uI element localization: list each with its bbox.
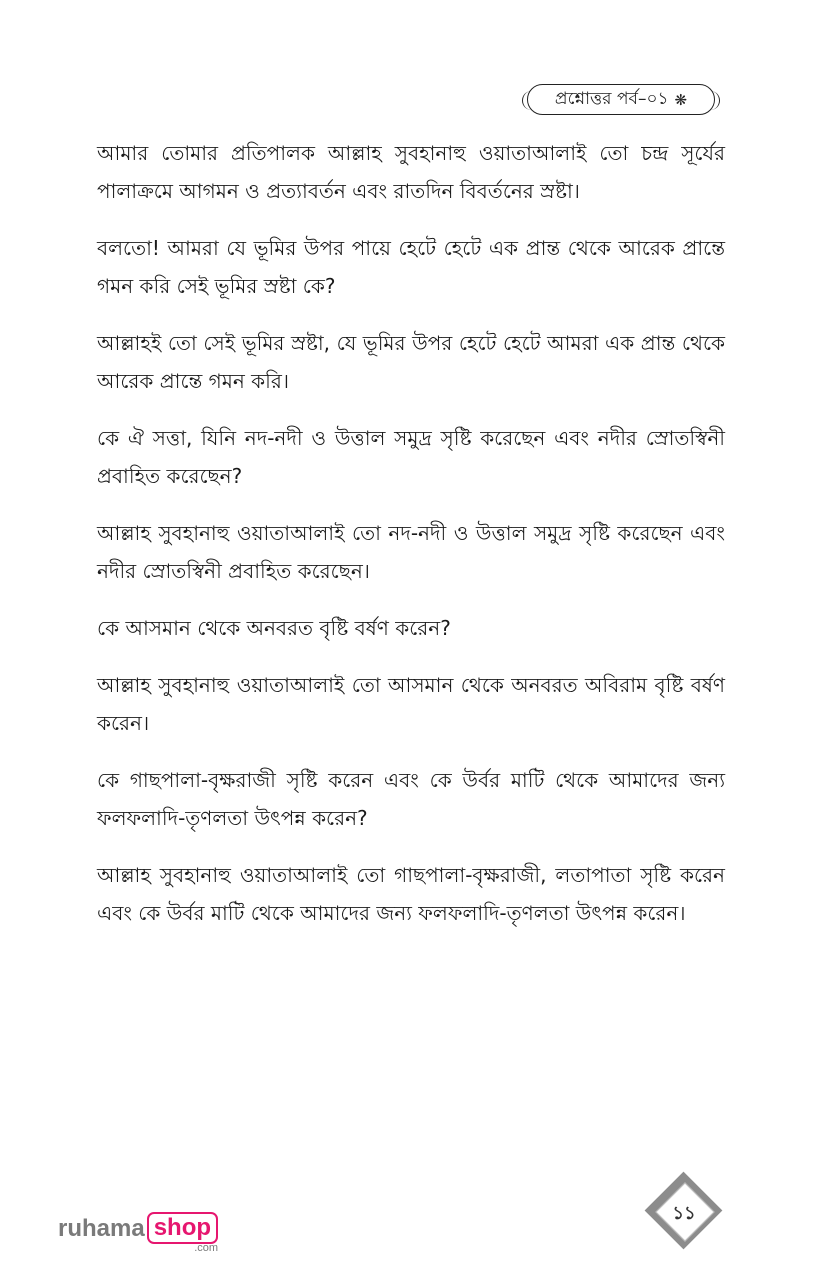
paragraph-4: কে ঐ সত্তা, যিনি নদ-নদী ও উত্তাল সমুদ্র সৃষ্টি করেছেন এবং নদীর স্রোতস্বিনী প্রবাহিত করেছেন? xyxy=(97,426,725,488)
asterisk-ornament-icon: ❋ xyxy=(674,90,688,109)
paragraph-8: কে গাছপালা-বৃক্ষরাজী সৃষ্টি করেন এবং কে উর্বর মাটি থেকে আমাদের জন্য ফলফলাদি-তৃণলতা উৎপন্ন করেন? xyxy=(97,768,725,830)
watermark-shop-box xyxy=(147,1212,219,1254)
paragraph-5: আল্লাহ সুবহানাহু ওয়াতাআলাই তো নদ-নদী ও উত্তাল সমুদ্র সৃষ্টি করেছেন এবং নদীর স্রোতস্বিনী প্রবাহিত করেছেন। xyxy=(97,521,725,583)
paragraph-7: আল্লাহ সুবহানাহু ওয়াতাআলাই তো আসমান থেকে অনবরত অবিরাম বৃষ্টি বর্ষণ করেন। xyxy=(97,673,725,735)
page-number: ১১ xyxy=(672,1203,696,1224)
chapter-header-label: প্রশ্নোত্তর পর্ব–০১ xyxy=(554,88,669,109)
page-number-badge xyxy=(650,1177,730,1257)
watermark-brand-text: ruhama xyxy=(58,1215,145,1242)
paragraph-6: কে আসমান থেকে অনবরত বৃষ্টি বর্ষণ করেন? xyxy=(97,616,451,640)
chapter-header-badge xyxy=(527,84,715,115)
watermark-shop-text: shop xyxy=(147,1212,218,1244)
paragraph-9: আল্লাহ সুবহানাহু ওয়াতাআলাই তো গাছপালা-বৃক্ষরাজী, লতাপাতা সৃষ্টি করেন এবং কে উর্বর মাটি থেকে আমাদের জন্য ফলফলাদি-তৃণলতা উৎপন্ন করেন। xyxy=(97,863,725,925)
paragraph-2: বলতো! আমরা যে ভূমির উপর পায়ে হেটে হেটে এক প্রান্ত থেকে আরেক প্রান্তে গমন করি সেই ভূমির স্রষ্টা কে? xyxy=(97,236,725,298)
paragraph-1: আমার তোমার প্রতিপালক আল্লাহ সুবহানাহু ওয়াতাআলাই তো চন্দ্র সূর্যের পালাক্রমে আগমন ও প্রত্যাবর্তন এবং রাতদিন বিবর্তনের স্রষ্টা। xyxy=(97,141,725,203)
watermark-domain-text: .com xyxy=(194,1242,219,1254)
paragraph-3: আল্লাহই তো সেই ভূমির স্রষ্টা, যে ভূমির উপর হেটে হেটে আমরা এক প্রান্ত থেকে আরেক প্রান্তে গমন করি। xyxy=(97,331,725,393)
page-body xyxy=(97,134,725,951)
ruhamashop-watermark-logo xyxy=(58,1212,218,1262)
